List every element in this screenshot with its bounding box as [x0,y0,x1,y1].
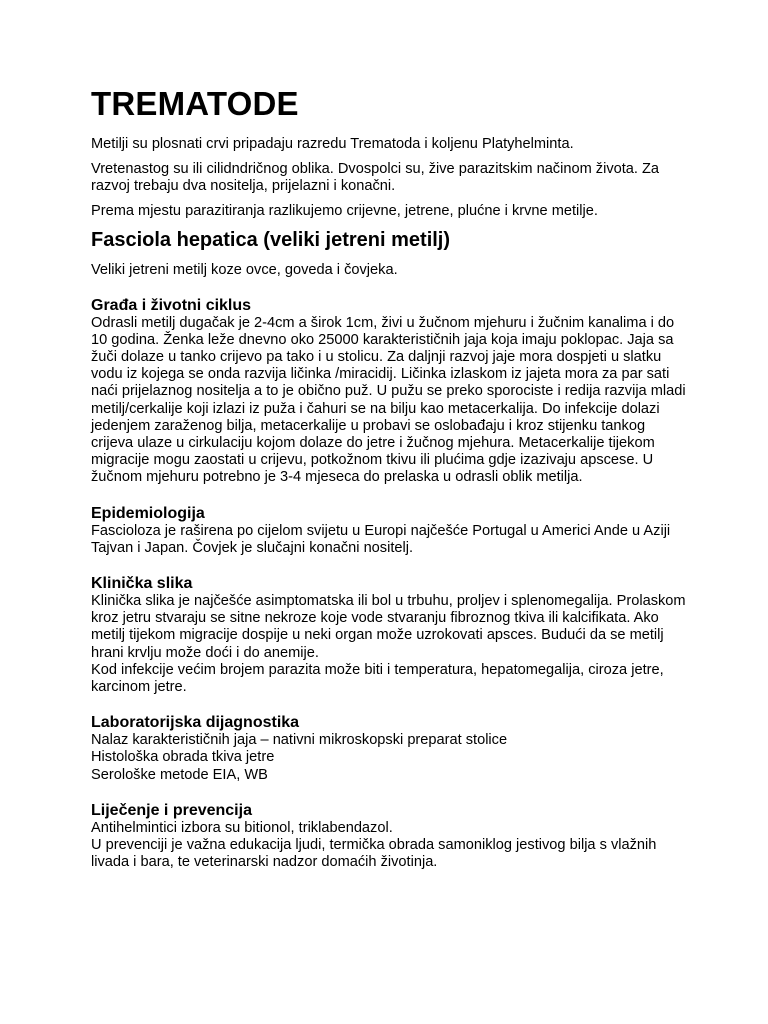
page-title: TREMATODE [91,85,299,122]
intro-paragraph: Prema mjestu parazitiranja razlikujemo crijevne, jetrene, plućne i krvne metilje. [91,203,598,220]
section-lijecenje [91,801,691,872]
section-grada [91,296,691,487]
section-text: Histološka obrada tkiva jetre [91,749,275,766]
section-text: U prevenciji je važna edukacija ljudi, termička obrada samoniklog jestivog bilja s vlažnih livada i bara, te veterinarski nadzor domaćih životinja. [91,837,657,871]
section-heading: Laboratorijska dijagnostika [91,714,300,732]
section-heading: Liječenje i prevencija [91,801,252,819]
intro-paragraph: Metilji su plosnati crvi pripadaju razredu Trematoda i koljenu Platyhelminta. [91,135,574,152]
subtitle-lead: Veliki jetreni metilj koze ovce, goveda i čovjeka. [91,262,398,279]
section-text: Odrasli metilj dugačak je 2-4cm a širok 1cm, živi u žučnom mjehuru i žučnim kanalima i do 10 godina. Ženka leže dnevno oko 25000 karakterističnih jaja koja imaju poklopac. Jaja sa žuči dolaze u tanko crijevo pa tako i u stolicu. Za daljnji razvoj jaje mora dospjeti u slatku vodu iz kojega se onda razvija ličinka /miracidij. Ličinka izlaskom iz jajeta mora za par sati naći prijelaznog nositelja a to je obično puž. U pužu se preko sporociste i redija razvija mladi metilj/cerkalije koji izlazi iz puža i čahuri se na bilju kao metacerkalija. Do infekcije dolazi jedenjem zaraženog bilja, metacerkalije u probavi se oslobađaju i kroz stijenku tankog crijeva ulaze u cirkulaciju kojom dolaze do jetre i žučnog mjehura. Metacerkalije tijekom migracije mogu zaostati u crijevu, potkožnom tkivu ili plućima gdje izazivaju apscese. U žučnom mjehuru potrebno je 3-4 mjeseca do prelaska u odrasli oblik metilja. [91,314,686,486]
section-text: Kod infekcije većim brojem parazita može biti i temperatura, hepatomegalija, ciroza jetre, karcinom jetre. [91,661,664,696]
section-text: Fascioloza je raširena po cijelom svijetu u Europi najčešće Portugal u Americi Ande u Aziji Tajvan i Japan. Čovjek je slučajni konačni nositelj. [91,522,671,556]
section-epidemiologija [91,504,691,557]
document-page [91,84,691,888]
intro-paragraph: Vretenastog su ili cilidndričnog oblika. Dvospolci su, žive parazitskim načinom života. Za razvoj trebaju dva nositelja, prijelazni i konačni. [91,160,660,194]
section-text: Antihelmintici izbora su bitionol, triklabendazol. [91,819,393,836]
section-laboratorijska-dijagnostika [91,713,691,784]
section-heading: Klinička slika [91,575,193,593]
section-heading: Epidemiologija [91,504,205,522]
section-klinicka-slika [91,574,691,696]
section-text: Nalaz karakterističnih jaja – nativni mikroskopski preparat stolice [91,732,508,749]
section-text: Klinička slika je najčešće asimptomatska ili bol u trbuhu, proljev i splenomegalija. Prolaskom kroz jetru stvaraju se sitne nekroze koje vode stvaranju fibroznog tkiva ili kalcifikata. Ako metilj tijekom migracije dospije u neki organ može uzrokovati apsces. Budući da se metilj hrani krvlju može doći i do anemije. [91,593,686,661]
section-heading: Građa i životni ciklus [91,296,252,314]
subtitle: Fasciola hepatica (veliki jetreni metilj) [91,229,451,252]
section-text: Serološke metode EIA, WB [91,766,268,783]
intro [91,136,691,221]
